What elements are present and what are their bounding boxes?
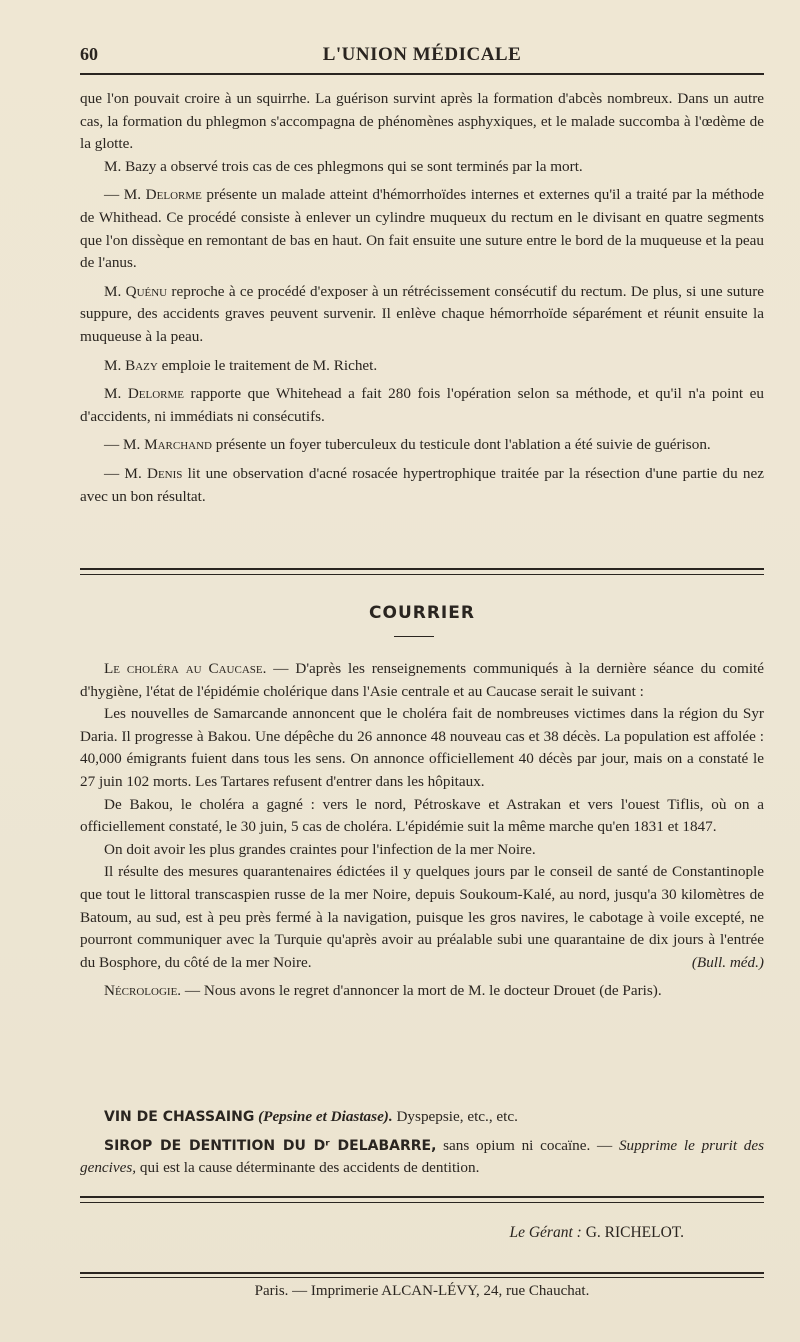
- product-name: VIN DE CHASSAING: [104, 1109, 255, 1125]
- paragraph: M. Bazy emploie le traitement de M. Richet.: [104, 356, 378, 374]
- paragraph: M. Bazy a observé trois cas de ces phlegmons qui se sont terminés par la mort.: [104, 157, 583, 175]
- section-divider: [80, 574, 764, 575]
- paragraph: — M. Marchand présente un foyer tuberculeux du testicule dont l'ablation a été suivie de guérison.: [104, 436, 711, 454]
- journal-title: L'UNION MÉDICALE: [322, 44, 522, 65]
- paragraph: Il résulte des mesures quarantenaires édictées il y quelques jours par le conseil de santé de Constantinople que tout le littoral transcaspien russe de la mer Noire, depuis Soukoum-Kalé, au nord, jusqu'a 30 kilomètres de Batoum, au sud, est à peu près fermé à la navigation, puisque les gros navires, le cabotage à voile excepté, ne pourront communiquer avec la Turquie qu'après avoir au préalable subi une quarantaine de dix jours à l'entrée du Bosphore, du côté de la mer Noire. (Bull. méd.): [80, 861, 764, 974]
- speaker-name: Delorme: [127, 385, 185, 403]
- printer-imprint: Paris. — Imprimerie ALCAN-LÉVY, 24, rue Chauchat.: [254, 1283, 590, 1299]
- page-number: 60: [80, 44, 98, 64]
- speaker-name: Denis: [147, 464, 183, 482]
- running-header: [80, 40, 764, 72]
- speaker-name: Delorme: [145, 186, 202, 204]
- advertisement: VIN DE CHASSAING (Pepsine et Diastase). Dyspepsie, etc., etc.: [104, 1108, 518, 1125]
- paragraph: — M. Delorme présente un malade atteint d'hémorrhoïdes internes et externes qu'il a traité par la méthode de Whithead. Ce procédé consiste à enlever un cylindre muqueux du rectum en le divisant en quatre segments que l'on dissèque en remontant de bas en haut. On fait ensuite une suture entre le bord de la muqueuse et la peau de l'anus.: [80, 186, 764, 272]
- paragraph: De Bakou, le choléra a gagné : vers le nord, Pétroskave et Astrakan et vers l'ouest Tiflis, où on a officiellement constaté, le 30 juin, 5 cas de choléra. L'épidémie suit la même marche qu'en 1831 et 1847.: [80, 795, 764, 836]
- paragraph: M. Delorme rapporte que Whitehead a fait 280 fois l'opération selon sa méthode, et qu'il n'a point eu d'accidents, ni immédiats ni consécutifs.: [80, 385, 764, 425]
- advertisement: SIROP DE DENTITION DU Dʳ DELABARRE, sans opium ni cocaïne. — Supprime le prurit des gencives, qui est la cause déterminante des accidents de dentition.: [80, 1136, 765, 1177]
- paragraph: On doit avoir les plus grandes craintes pour l'infection de la mer Noire.: [104, 840, 536, 858]
- speaker-name: Quénu: [125, 282, 168, 300]
- section-title: COURRIER: [369, 603, 475, 623]
- courrier-section: [80, 658, 764, 1003]
- footer-divider: [80, 1202, 764, 1203]
- paragraph: Le choléra au Caucase. — D'après les renseignements communiqués à la dernière séance du comité d'hygiène, l'état de l'épidémie cholérique dans l'Asie centrale et au Caucase serait le suivant :: [80, 660, 764, 700]
- product-name: SIROP DE DENTITION DU Dʳ DELABARRE,: [104, 1137, 437, 1154]
- header-rule: [80, 73, 764, 75]
- paragraph: Nécrologie. — Nous avons le regret d'annoncer la mort de M. le docteur Drouet (de Paris).: [104, 982, 662, 1000]
- speaker-name: Bazy: [125, 356, 158, 374]
- source-citation: (Bull. méd.): [691, 953, 764, 971]
- paragraph: M. Quénu reproche à ce procédé d'exposer à un rétrécissement consécutif du rectum. De plus, si une suture suppure, des accidents graves peuvent survenir. Il enlève chaque hémorrhoïde séparément et réunit ensuite la muqueuse à la peau.: [80, 282, 764, 345]
- item-heading: Le choléra au Caucase.: [104, 660, 267, 677]
- speaker-name: Marchand: [144, 436, 212, 454]
- footer-divider: [80, 1277, 764, 1278]
- title-underline: [394, 636, 434, 637]
- paragraph: Les nouvelles de Samarcande annoncent que le choléra fait de nombreuses victimes dans la région du Syr Daria. Il progresse à Bakou. Une dépêche du 26 annonce 48 nouveau cas et 38 décès. La population est affolée : 40,000 émigrants fuient dans tous les sens. On annonce officiellement 40 décès par jour, mais on a constaté le 27 juin 102 morts. Les Tartares refusent d'entrer dans les hôpitaux.: [80, 705, 764, 790]
- session-report: [80, 88, 764, 508]
- footer-divider: [80, 1196, 764, 1198]
- advertisements: [80, 1106, 764, 1180]
- section-divider: [80, 568, 764, 570]
- footer-divider: [80, 1272, 764, 1274]
- gerant-signature: Le Gérant : G. RICHELOT.: [509, 1224, 684, 1241]
- paragraph: — M. Denis lit une observation d'acné rosacée hypertrophique traitée par la résection d'une partie du nez avec un bon résultat.: [80, 464, 765, 505]
- paragraph: que l'on pouvait croire à un squirrhe. La guérison survint après la formation d'abcès nombreux. Dans un autre cas, la formation du phlegmon s'accompagna de phénomènes asphyxiques, et le malade succomba à l'œdème de la glotte.: [80, 90, 764, 153]
- item-heading: Nécrologie.: [104, 982, 182, 1000]
